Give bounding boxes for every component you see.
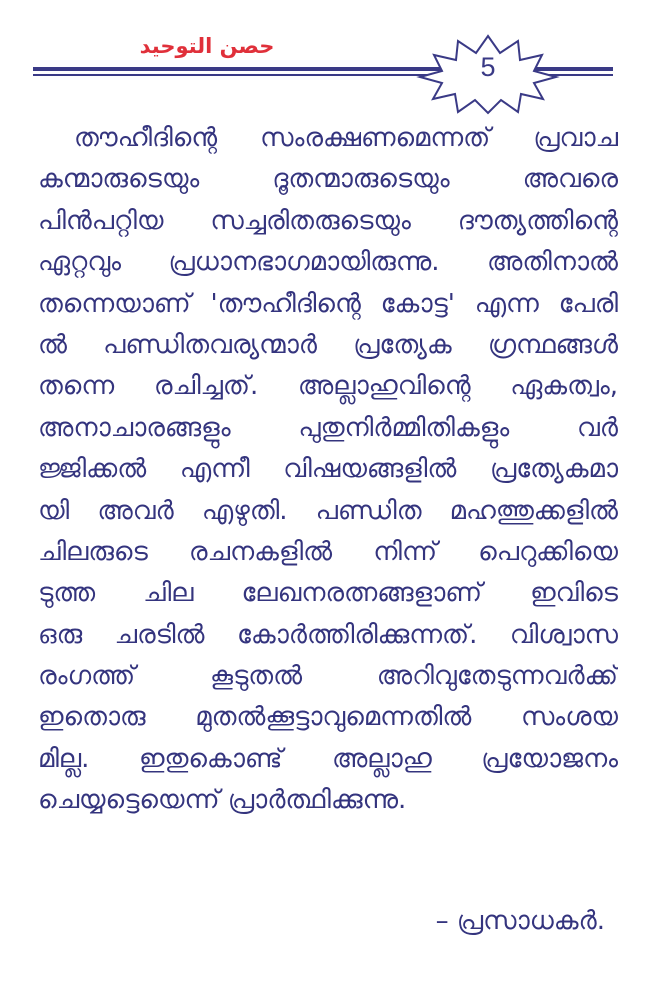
text-line: ൽ പണ്ഡിതവര്യന്മാർ പ്രത്യേക ഗ്രന്ഥങ്ങൾ [38,329,618,360]
text-line: ജ്ജിക്കൽ എന്നീ വിഷയങ്ങളിൽ പ്രത്യേകമാ [38,454,618,485]
text-line: ചെയ്യട്ടെയെന്ന് പ്രാർത്ഥിക്കുന്നു. [38,785,407,816]
text-line: രംഗത്ത് കൂടുതൽ അറിവുതേടുന്നവർക്ക് [38,661,618,692]
page-number: 5 [480,52,496,82]
text-line: തൗഹീദിന്റെ സംരക്ഷണമെന്നത് പ്രവാച [74,123,618,153]
text-line: തന്നെ രചിച്ചത്. അല്ലാഹുവിന്റെ ഏകത്വം, [38,371,618,402]
text-line: പിൻപറ്റിയ സച്ചരിതരുടെയും ദൗത്യത്തിന്റെ [38,205,618,236]
body-paragraph [38,118,618,822]
text-line: ഒരു ചരടിൽ കോർത്തിരിക്കുന്നത്. വിശ്വാസ [38,619,618,650]
running-header-title: حصن التوحيد [139,34,275,58]
text-line: യി അവർ എഴുതി. പണ്ഡിത മഹത്തുക്കളിൽ [38,495,618,526]
text-line: അനാചാരങ്ങളും പുതുനിർമ്മിതികളും വർ [38,412,618,443]
publisher-signature: – പ്രസാധകർ. [435,906,605,936]
text-line: ചിലരുടെ രചനകളിൽ നിന്ന് പെറുക്കിയെ [38,536,618,567]
text-line: തന്നെയാണ് 'തൗഹീദിന്റെ കോട്ട' എന്ന പേരി [38,288,618,319]
text-line: ഏറ്റവും പ്രധാനഭാഗമായിരുന്നു. അതിനാൽ [38,247,618,278]
text-line: ഇതൊരു മുതൽക്കൂട്ടാവുമെന്നതിൽ സംശയ [38,702,618,733]
text-line: ടുത്ത ചില ലേഖനരത്നങ്ങളാണ് ഇവിടെ [38,578,618,609]
text-line: മില്ല. ഇതുകൊണ്ട് അല്ലാഹു പ്രയോജനം [38,743,618,774]
text-line: കന്മാരുടെയും ദൂതന്മാരുടെയും അവരെ [38,164,618,195]
